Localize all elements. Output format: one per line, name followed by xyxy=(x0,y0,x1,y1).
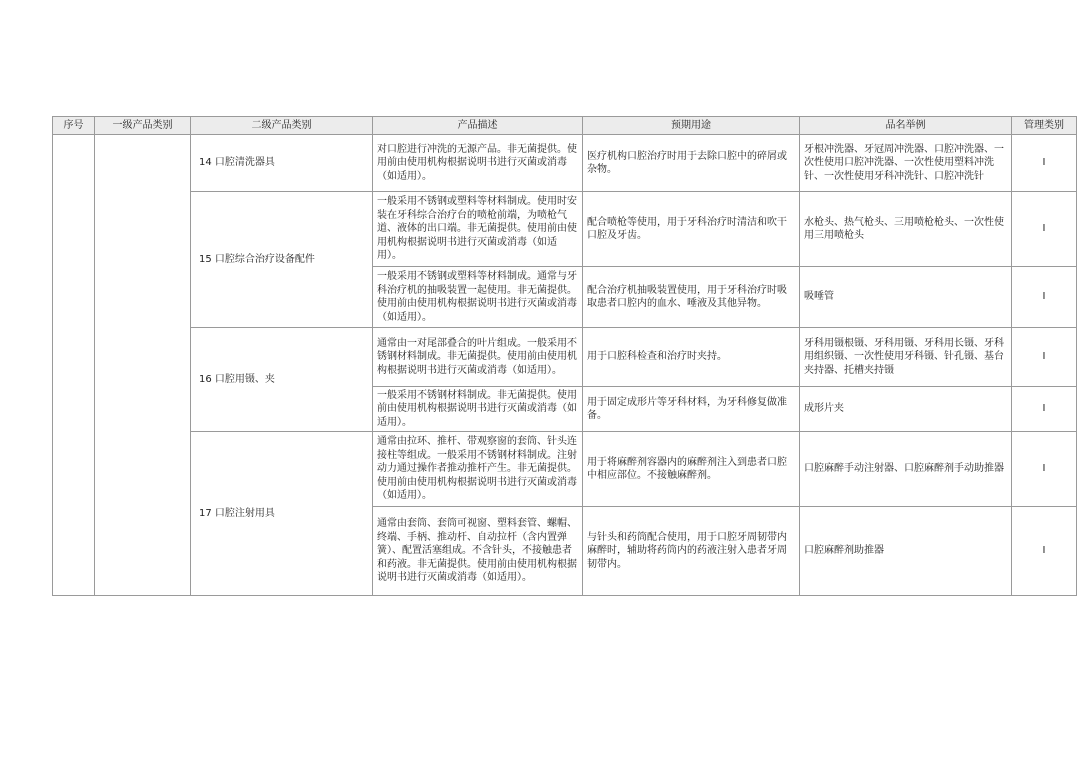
management-class-cell: I xyxy=(1012,267,1077,328)
header-management-class: 管理类别 xyxy=(1012,117,1077,135)
management-class-cell: I xyxy=(1012,328,1077,387)
intended-use-cell: 配合治疗机抽吸装置使用，用于牙科治疗时吸取患者口腔内的血水、唾液及其他异物。 xyxy=(583,267,800,328)
description-cell: 通常由套筒、套筒可视窗、塑料套管、螺帽、终端、手柄、推动杆、自动拉杆（含内置弹簧）、配置活塞组成。不含针头，不接触患者和药液。非无菌提供。使用前由使用机构根据说明书进行灭菌或消毒（如适用）。 xyxy=(373,507,583,596)
intended-use-cell: 与针头和药筒配合使用，用于口腔牙周韧带内麻醉时，辅助将药筒内的药液注射入患者牙周韧带内。 xyxy=(583,507,800,596)
description-cell: 对口腔进行冲洗的无源产品。非无菌提供。使用前由使用机构根据说明书进行灭菌或消毒（如适用）。 xyxy=(373,135,583,192)
subcategory-cell: 15 口腔综合治疗设备配件 xyxy=(191,192,373,328)
description-cell: 一般采用不锈钢或塑料等材料制成。使用时安装在牙科综合治疗台的喷枪前端，为喷枪气道、液体的出口端。非无菌提供。使用前由使用机构根据说明书进行灭菌或消毒（如适用）。 xyxy=(373,192,583,267)
header-intended-use: 预期用途 xyxy=(583,117,800,135)
table-row xyxy=(53,192,1077,267)
examples-cell: 成形片夹 xyxy=(800,387,1012,432)
subcategory-cell: 17 口腔注射用具 xyxy=(191,432,373,596)
management-class-cell: I xyxy=(1012,192,1077,267)
management-class-cell: I xyxy=(1012,135,1077,192)
subcategory-cell: 14 口腔清洗器具 xyxy=(191,135,373,192)
subcategory-cell: 16 口腔用镊、夹 xyxy=(191,328,373,432)
intended-use-cell: 用于固定成形片等牙科材料，为牙科修复做准备。 xyxy=(583,387,800,432)
examples-cell: 牙根冲洗器、牙冠周冲洗器、口腔冲洗器、一次性使用口腔冲洗器、一次性使用塑料冲洗针、一次性使用牙科冲洗针、口腔冲洗针 xyxy=(800,135,1012,192)
examples-cell: 口腔麻醉手动注射器、口腔麻醉剂手动助推器 xyxy=(800,432,1012,507)
header-secondary-category: 二级产品类别 xyxy=(191,117,373,135)
description-cell: 通常由一对尾部叠合的叶片组成。一般采用不锈钢材料制成。非无菌提供。使用前由使用机构根据说明书进行灭菌或消毒（如适用）。 xyxy=(373,328,583,387)
primary-category-cell xyxy=(95,135,191,596)
description-cell: 一般采用不锈钢或塑料等材料制成。通常与牙科治疗机的抽吸装置一起使用。非无菌提供。使用前由使用机构根据说明书进行灭菌或消毒（如适用）。 xyxy=(373,267,583,328)
table-row xyxy=(53,432,1077,507)
table-row xyxy=(53,328,1077,387)
header-row xyxy=(53,117,1077,135)
description-cell: 一般采用不锈钢材料制成。非无菌提供。使用前由使用机构根据说明书进行灭菌或消毒（如适用）。 xyxy=(373,387,583,432)
header-serial: 序号 xyxy=(53,117,95,135)
header-examples: 品名举例 xyxy=(800,117,1012,135)
header-description: 产品描述 xyxy=(373,117,583,135)
examples-cell: 水枪头、热气枪头、三用喷枪枪头、一次性使用三用喷枪头 xyxy=(800,192,1012,267)
management-class-cell: I xyxy=(1012,387,1077,432)
examples-cell: 口腔麻醉剂助推器 xyxy=(800,507,1012,596)
serial-cell xyxy=(53,135,95,596)
intended-use-cell: 医疗机构口腔治疗时用于去除口腔中的碎屑或杂物。 xyxy=(583,135,800,192)
intended-use-cell: 用于将麻醉剂容器内的麻醉剂注入到患者口腔中相应部位。不接触麻醉剂。 xyxy=(583,432,800,507)
intended-use-cell: 配合喷枪等使用，用于牙科治疗时清洁和吹干口腔及牙齿。 xyxy=(583,192,800,267)
description-cell: 通常由拉环、推杆、带观察窗的套筒、针头连接柱等组成。一般采用不锈钢材料制成。注射动力通过操作者推动推杆产生。非无菌提供。使用前由使用机构根据说明书进行灭菌或消毒（如适用）。 xyxy=(373,432,583,507)
management-class-cell: I xyxy=(1012,432,1077,507)
management-class-cell: I xyxy=(1012,507,1077,596)
examples-cell: 吸唾管 xyxy=(800,267,1012,328)
table-row xyxy=(53,135,1077,192)
examples-cell: 牙科用镊根镊、牙科用镊、牙科用长镊、牙科用组织镊、一次性使用牙科镊、针孔镊、基台夹持器、托槽夹持镊 xyxy=(800,328,1012,387)
catalog-table xyxy=(52,116,1077,596)
header-primary-category: 一级产品类别 xyxy=(95,117,191,135)
intended-use-cell: 用于口腔科检查和治疗时夹持。 xyxy=(583,328,800,387)
